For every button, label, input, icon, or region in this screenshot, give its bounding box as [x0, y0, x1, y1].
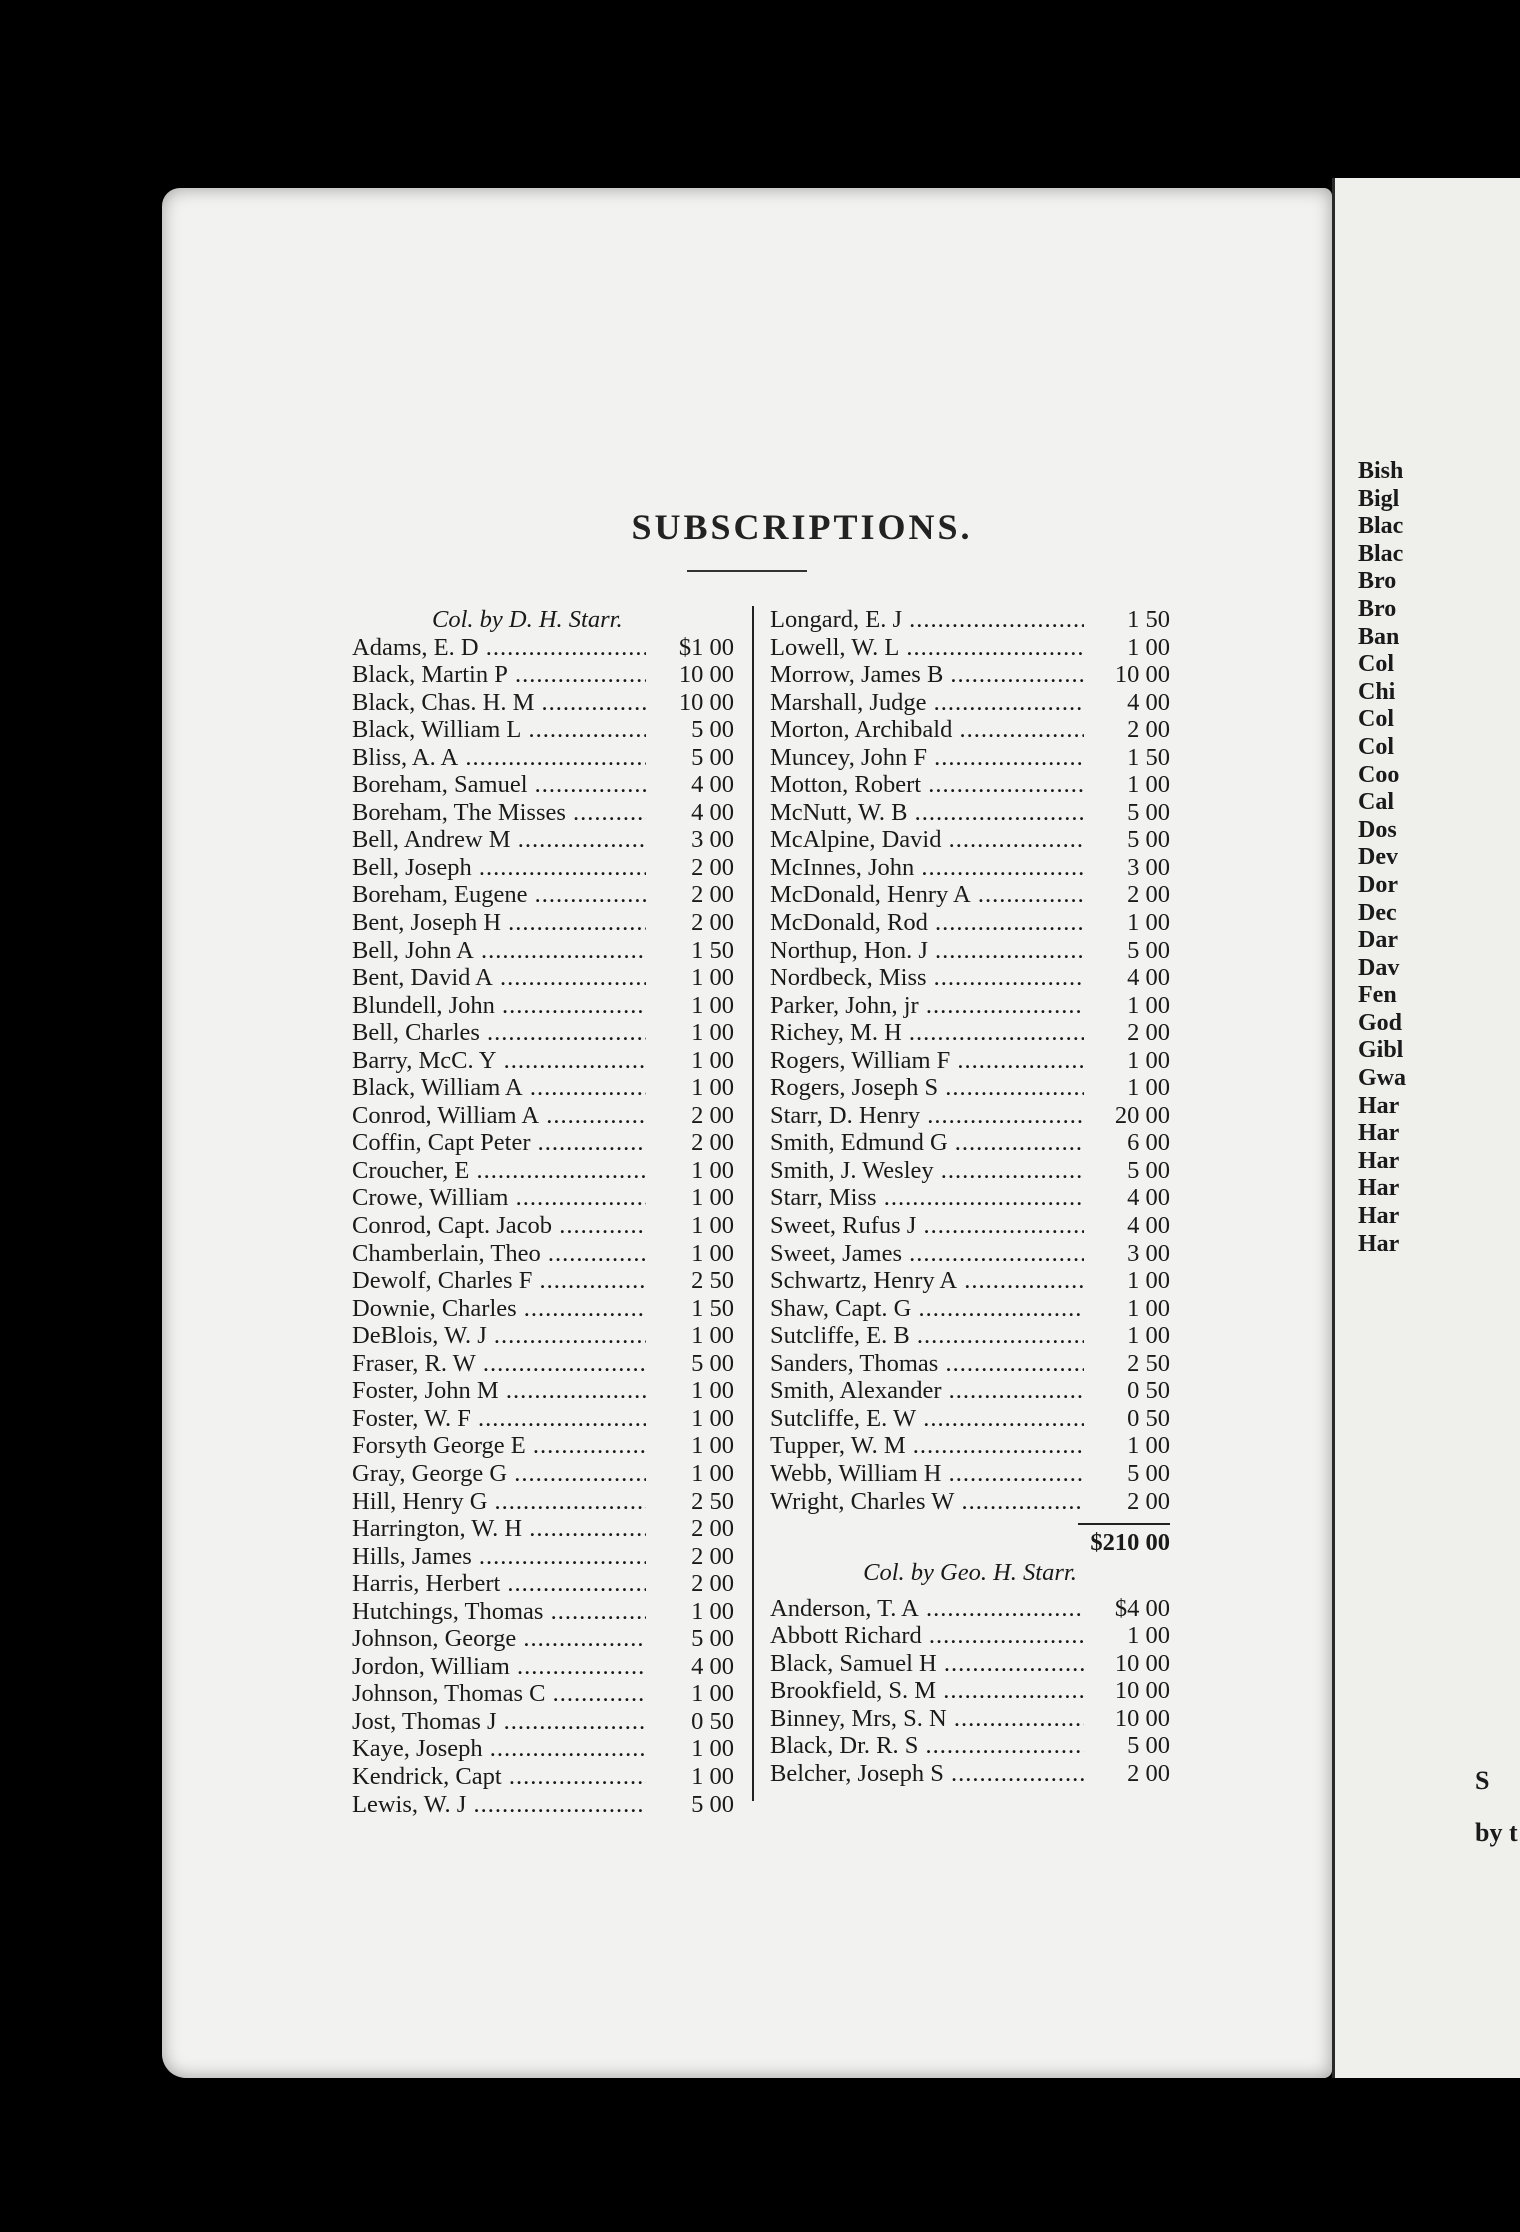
list-item [770, 1129, 1170, 1157]
list-item [352, 1074, 734, 1102]
subscriber-name: Adams, E. D ..... [352, 634, 646, 662]
subscriber-name: Tupper, W. M ..... [770, 1432, 1084, 1460]
list-item [770, 1432, 1170, 1460]
subscription-amount: 0 50 [1084, 1405, 1170, 1433]
subscriber-name: McDonald, Henry A ..... [770, 881, 1084, 909]
list-item [352, 1543, 734, 1571]
subscriber-name: Muncey, John F ..... [770, 744, 1084, 772]
subscriber-name: Black, Dr. R. S ..... [770, 1732, 1084, 1760]
adjacent-fragment: Dav [1358, 954, 1400, 981]
subscription-amount: 6 00 [1084, 1129, 1170, 1157]
subscriber-name: McInnes, John ..... [770, 854, 1084, 882]
list-item [770, 771, 1170, 799]
list-item [770, 1650, 1170, 1678]
adjacent-fragment: Fen [1358, 982, 1397, 1009]
adjacent-page [1332, 178, 1520, 2078]
subscription-amount: 2 00 [646, 881, 734, 909]
list-item [352, 854, 734, 882]
list-item [770, 744, 1170, 772]
subscriber-name: Bell, Andrew M ..... [352, 826, 646, 854]
list-item [352, 1157, 734, 1185]
list-item [352, 744, 734, 772]
subscriber-name: Foster, John M ..... [352, 1377, 646, 1405]
subscriber-name: McDonald, Rod ..... [770, 909, 1084, 937]
subscription-amount: 3 00 [1084, 854, 1170, 882]
list-item [770, 689, 1170, 717]
adjacent-fragment: Col [1358, 733, 1394, 760]
document-page [162, 188, 1332, 2078]
subscriber-name: Bent, David A ..... [352, 964, 646, 992]
list-item [352, 1212, 734, 1240]
subscriber-name: Starr, Miss ..... [770, 1184, 1084, 1212]
subscription-amount: 1 00 [1084, 1295, 1170, 1323]
list-item [352, 1653, 734, 1681]
list-item [770, 1184, 1170, 1212]
subscriber-name: Kendrick, Capt ..... [352, 1763, 646, 1791]
adjacent-fragment: Chi [1358, 678, 1396, 705]
subscriber-name: Bent, Joseph H ..... [352, 909, 646, 937]
subscription-amount: 4 00 [1084, 1184, 1170, 1212]
left-column [352, 606, 734, 1818]
subscription-amount: 1 00 [646, 1157, 734, 1185]
subscriber-name: Kaye, Joseph ..... [352, 1735, 646, 1763]
list-item [770, 716, 1170, 744]
adjacent-fragment: Bro [1358, 595, 1397, 622]
subscriber-name: Hill, Henry G ..... [352, 1488, 646, 1516]
adjacent-fragment: Bish [1358, 458, 1404, 484]
adjacent-fragment: Har [1358, 1230, 1400, 1257]
subscriber-name: Hills, James ..... [352, 1543, 646, 1571]
subscriber-name: Motton, Robert ..... [770, 771, 1084, 799]
subscriber-name: Longard, E. J ..... [770, 606, 1084, 634]
subscriber-name: Sweet, Rufus J ..... [770, 1212, 1084, 1240]
subscription-amount: 1 00 [646, 964, 734, 992]
list-item [352, 1405, 734, 1433]
adjacent-bottom-1: S [1475, 1766, 1490, 1795]
list-item [352, 1350, 734, 1378]
subscriber-name: McAlpine, David ..... [770, 826, 1084, 854]
total-row [770, 1529, 1170, 1559]
subscriber-name: Johnson, George ..... [352, 1625, 646, 1653]
adjacent-bottom-2: by t [1475, 1818, 1518, 1847]
list-item [352, 689, 734, 717]
subscription-amount: 2 50 [646, 1488, 734, 1516]
subscriber-name: Abbott Richard ..... [770, 1622, 1084, 1650]
subscriber-name: Forsyth George E ..... [352, 1432, 646, 1460]
list-item [770, 1267, 1170, 1295]
subscriber-name: Lowell, W. L ..... [770, 634, 1084, 662]
subscription-amount: 4 00 [1084, 689, 1170, 717]
list-item [352, 1129, 734, 1157]
list-item [352, 1377, 734, 1405]
list-item [770, 854, 1170, 882]
subscriber-name: Barry, McC. Y ..... [352, 1047, 646, 1075]
subscriber-name: Wright, Charles W ..... [770, 1488, 1084, 1516]
list-item [352, 1791, 734, 1819]
subscription-amount: 10 00 [1084, 1650, 1170, 1678]
subscription-amount: 1 50 [1084, 606, 1170, 634]
subscriber-name: Gray, George G ..... [352, 1460, 646, 1488]
subscriber-name: Jost, Thomas J ..... [352, 1708, 646, 1736]
adjacent-fragment: Gibl [1358, 1037, 1404, 1064]
adjacent-fragment: Ban [1358, 623, 1400, 650]
subscription-amount: 10 00 [1084, 1705, 1170, 1733]
subscriber-name: McNutt, W. B ..... [770, 799, 1084, 827]
list-item [770, 1732, 1170, 1760]
subscriber-name: Rogers, William F ..... [770, 1047, 1084, 1075]
subscription-amount: 5 00 [646, 716, 734, 744]
adjacent-fragment: Har [1358, 1175, 1400, 1202]
second-entries [770, 1595, 1170, 1788]
list-item [770, 634, 1170, 662]
adjacent-fragment: Blac [1358, 513, 1404, 540]
subscriber-name: Dewolf, Charles F ..... [352, 1267, 646, 1295]
subscriber-name: Morton, Archibald ..... [770, 716, 1084, 744]
subscription-amount: 10 00 [1084, 1677, 1170, 1705]
subscription-amount: 3 00 [1084, 1240, 1170, 1268]
list-item [770, 826, 1170, 854]
subscription-amount: 1 00 [646, 1735, 734, 1763]
list-item [770, 1622, 1170, 1650]
list-item [770, 1240, 1170, 1268]
subscriber-name: Sutcliffe, E. W ..... [770, 1405, 1084, 1433]
right-column [770, 606, 1170, 1787]
subscriber-name: Fraser, R. W ..... [352, 1350, 646, 1378]
list-item [770, 1102, 1170, 1130]
list-item [352, 1488, 734, 1516]
subscription-amount: 5 00 [646, 1625, 734, 1653]
subscription-amount: 5 00 [646, 744, 734, 772]
adjacent-fragment: Dec [1358, 899, 1397, 926]
list-item [352, 964, 734, 992]
subscription-amount: 2 50 [646, 1267, 734, 1295]
subscription-amount: 2 00 [1084, 1488, 1170, 1516]
subscription-amount: 1 00 [1084, 1322, 1170, 1350]
subscription-amount: 4 00 [646, 771, 734, 799]
right-column-entries [770, 606, 1170, 1515]
subscriber-name: Rogers, Joseph S ..... [770, 1074, 1084, 1102]
subscription-amount: 0 50 [1084, 1377, 1170, 1405]
subscriber-name: Conrod, William A ..... [352, 1102, 646, 1130]
subscriber-name: Smith, J. Wesley ..... [770, 1157, 1084, 1185]
subscription-amount: 2 00 [646, 854, 734, 882]
list-item [352, 1019, 734, 1047]
subscriber-name: Chamberlain, Theo ..... [352, 1240, 646, 1268]
subscription-amount: 2 00 [646, 1102, 734, 1130]
subscription-amount: 2 50 [1084, 1350, 1170, 1378]
subscription-amount: 2 00 [1084, 881, 1170, 909]
subscriber-name: Marshall, Judge ..... [770, 689, 1084, 717]
list-item [770, 909, 1170, 937]
subscriber-name: Black, William L ..... [352, 716, 646, 744]
list-item [352, 826, 734, 854]
subscriber-name: Hutchings, Thomas ..... [352, 1598, 646, 1626]
subscriber-name: Bliss, A. A ..... [352, 744, 646, 772]
list-item [352, 1515, 734, 1543]
subscriber-name: Starr, D. Henry ..... [770, 1102, 1084, 1130]
subscriber-name: Webb, William H ..... [770, 1460, 1084, 1488]
subscription-amount: 10 00 [1084, 661, 1170, 689]
subscription-amount: 4 00 [1084, 964, 1170, 992]
total-amount: $210 00 [1090, 1529, 1170, 1557]
adjacent-fragment: Bro [1358, 568, 1397, 595]
subscriber-name: Black, William A ..... [352, 1074, 646, 1102]
list-item [770, 1405, 1170, 1433]
list-item [770, 1019, 1170, 1047]
subscription-amount: 2 00 [1084, 1760, 1170, 1788]
subscription-amount: 1 00 [646, 1019, 734, 1047]
total-rule [770, 1515, 1170, 1529]
list-item [352, 1735, 734, 1763]
subscriber-name: Crowe, William ..... [352, 1184, 646, 1212]
list-item [770, 661, 1170, 689]
subscriber-name: Shaw, Capt. G ..... [770, 1295, 1084, 1323]
list-item [352, 1295, 734, 1323]
adjacent-fragment: Har [1358, 1203, 1400, 1230]
list-item [770, 1074, 1170, 1102]
list-item [770, 937, 1170, 965]
subscription-amount: 1 00 [1084, 992, 1170, 1020]
subscriber-name: Harrington, W. H ..... [352, 1515, 646, 1543]
list-item [352, 1763, 734, 1791]
list-item [770, 1212, 1170, 1240]
list-item [352, 1680, 734, 1708]
subscriber-name: Morrow, James B ..... [770, 661, 1084, 689]
adjacent-fragment: God [1358, 1009, 1403, 1036]
subscription-amount: 1 00 [1084, 1267, 1170, 1295]
subscription-amount: 10 00 [646, 689, 734, 717]
subscriber-name: Bell, Joseph ..... [352, 854, 646, 882]
subscription-amount: 1 00 [646, 1212, 734, 1240]
list-item [770, 964, 1170, 992]
title-rule [687, 570, 807, 572]
subscription-amount: 4 00 [1084, 1212, 1170, 1240]
subscriber-name: Conrod, Capt. Jacob ..... [352, 1212, 646, 1240]
subscription-amount: 5 00 [1084, 937, 1170, 965]
list-item [352, 1267, 734, 1295]
subscriber-name: Brookfield, S. M ..... [770, 1677, 1084, 1705]
adjacent-page-fragments [1332, 458, 1406, 1258]
list-item [352, 1625, 734, 1653]
subscriber-name: Bell, Charles ..... [352, 1019, 646, 1047]
subscriber-name: Sanders, Thomas ..... [770, 1350, 1084, 1378]
list-item [352, 881, 734, 909]
subscription-amount: 1 00 [1084, 1622, 1170, 1650]
subscription-amount: 5 00 [646, 1350, 734, 1378]
subscription-amount: 1 00 [646, 1460, 734, 1488]
subscriber-name: DeBlois, W. J ..... [352, 1322, 646, 1350]
subscription-amount: 5 00 [1084, 1157, 1170, 1185]
list-item [352, 937, 734, 965]
subscription-amount: 1 50 [646, 937, 734, 965]
subscriber-name: Black, Samuel H ..... [770, 1650, 1084, 1678]
adjacent-fragment: Col [1358, 651, 1394, 678]
subscription-amount: 2 00 [646, 1129, 734, 1157]
adjacent-fragment: Har [1358, 1092, 1400, 1119]
list-item [770, 799, 1170, 827]
subscriber-name: Boreham, The Misses ..... [352, 799, 646, 827]
subscription-amount: 1 00 [646, 1377, 734, 1405]
subscriber-name: Nordbeck, Miss ..... [770, 964, 1084, 992]
subscription-amount: 1 00 [646, 1405, 734, 1433]
subscription-amount: 1 50 [1084, 744, 1170, 772]
subscriber-name: Harris, Herbert ..... [352, 1570, 646, 1598]
subscriber-name: Coffin, Capt Peter ..... [352, 1129, 646, 1157]
subscriber-name: Boreham, Samuel ..... [352, 771, 646, 799]
list-item [770, 992, 1170, 1020]
subscription-amount: 1 50 [646, 1295, 734, 1323]
subscription-amount: 5 00 [1084, 826, 1170, 854]
subscriber-name: Smith, Alexander ..... [770, 1377, 1084, 1405]
subscriber-name: Belcher, Joseph S ..... [770, 1760, 1084, 1788]
subscription-amount: 1 00 [1084, 771, 1170, 799]
subscription-amount: 1 00 [646, 1432, 734, 1460]
list-item [770, 1595, 1170, 1623]
subscription-amount: 1 00 [1084, 1432, 1170, 1460]
list-item [352, 1322, 734, 1350]
list-item [352, 661, 734, 689]
list-item [770, 1488, 1170, 1516]
list-item [770, 1322, 1170, 1350]
subscription-amount: 1 00 [646, 1074, 734, 1102]
list-item [770, 1460, 1170, 1488]
list-item [770, 1047, 1170, 1075]
subscription-amount: 1 00 [1084, 1047, 1170, 1075]
subscription-amount: 1 00 [1084, 634, 1170, 662]
subscription-amount: 1 00 [1084, 909, 1170, 937]
subscription-amount: 2 00 [1084, 1019, 1170, 1047]
adjacent-fragment: Dos [1358, 816, 1397, 843]
adjacent-fragment: Dev [1358, 844, 1398, 871]
adjacent-fragment: Gwa [1358, 1065, 1406, 1092]
subscription-amount: 2 00 [646, 1515, 734, 1543]
adjacent-fragment: Blac [1358, 540, 1404, 567]
list-item [352, 1102, 734, 1130]
adjacent-fragment: Har [1358, 1120, 1400, 1147]
subscriber-name: Anderson, T. A ..... [770, 1595, 1084, 1623]
list-item [770, 1377, 1170, 1405]
subscriber-name: Richey, M. H ..... [770, 1019, 1084, 1047]
list-item [770, 1705, 1170, 1733]
list-item [352, 634, 734, 662]
subscription-amount: 10 00 [646, 661, 734, 689]
subscription-amount: 2 00 [646, 1570, 734, 1598]
subscription-amount: 20 00 [1084, 1102, 1170, 1130]
subscription-amount: $4 00 [1084, 1595, 1170, 1623]
subscription-amount: 5 00 [1084, 1732, 1170, 1760]
subscription-amount: 2 00 [646, 1543, 734, 1571]
subscriber-name: Johnson, Thomas C ..... [352, 1680, 646, 1708]
subscription-amount: 5 00 [1084, 799, 1170, 827]
list-item [352, 1460, 734, 1488]
subscription-amount: 0 50 [646, 1708, 734, 1736]
list-item [770, 1760, 1170, 1788]
subscription-amount: 3 00 [646, 826, 734, 854]
list-item [352, 1432, 734, 1460]
subscriber-name: Black, Martin P ..... [352, 661, 646, 689]
subscriber-name: Binney, Mrs, S. N ..... [770, 1705, 1084, 1733]
list-item [352, 1184, 734, 1212]
subscription-amount: 1 00 [646, 1763, 734, 1791]
list-item [770, 606, 1170, 634]
subscriber-name: Jordon, William ..... [352, 1653, 646, 1681]
subscription-amount: 1 00 [646, 992, 734, 1020]
subscription-amount: 1 00 [646, 1047, 734, 1075]
list-item [770, 1157, 1170, 1185]
subscriber-name: Sweet, James ..... [770, 1240, 1084, 1268]
subscription-amount: 1 00 [646, 1680, 734, 1708]
list-item [352, 1708, 734, 1736]
adjacent-fragment: Bigl [1358, 485, 1400, 512]
subscriber-name: Blundell, John ..... [352, 992, 646, 1020]
list-item [352, 1598, 734, 1626]
adjacent-fragment: Har [1358, 1147, 1400, 1174]
list-item [770, 1295, 1170, 1323]
adjacent-fragment: Dor [1358, 871, 1398, 898]
list-item [352, 799, 734, 827]
list-item [352, 716, 734, 744]
adjacent-fragment: Dar [1358, 927, 1398, 954]
subscription-amount: 1 00 [646, 1184, 734, 1212]
subscriber-name: Bell, John A ..... [352, 937, 646, 965]
list-item [770, 1350, 1170, 1378]
adjacent-fragment: Coo [1358, 761, 1400, 788]
adjacent-fragment: Cal [1358, 789, 1394, 816]
subscription-amount: 1 00 [646, 1322, 734, 1350]
subscriber-name: Sutcliffe, E. B ..... [770, 1322, 1084, 1350]
subscriber-name: Foster, W. F ..... [352, 1405, 646, 1433]
subscription-amount: 1 00 [646, 1598, 734, 1626]
left-column-header: Col. by D. H. Starr. [432, 606, 623, 633]
subscriber-name: Schwartz, Henry A ..... [770, 1267, 1084, 1295]
list-item [352, 771, 734, 799]
subscription-amount: 5 00 [1084, 1460, 1170, 1488]
subscriber-name: Downie, Charles ..... [352, 1295, 646, 1323]
subscriber-name: Boreham, Eugene ..... [352, 881, 646, 909]
list-item [352, 992, 734, 1020]
page-title: SUBSCRIPTIONS. [631, 507, 973, 547]
list-item [770, 1677, 1170, 1705]
column-divider [752, 606, 754, 1801]
subscription-amount: 1 00 [646, 1240, 734, 1268]
subscriber-name: Black, Chas. H. M ..... [352, 689, 646, 717]
subscription-amount: 2 00 [646, 909, 734, 937]
subscription-amount: $1 00 [646, 634, 734, 662]
subscriber-name: Croucher, E ..... [352, 1157, 646, 1185]
subscription-amount: 5 00 [646, 1791, 734, 1819]
list-item [352, 1240, 734, 1268]
subscriber-name: Smith, Edmund G ..... [770, 1129, 1084, 1157]
subscriber-name: Lewis, W. J ..... [352, 1791, 646, 1819]
list-item [352, 909, 734, 937]
subscription-amount: 2 00 [1084, 716, 1170, 744]
subscription-amount: 4 00 [646, 799, 734, 827]
subscriber-name: Northup, Hon. J ..... [770, 937, 1084, 965]
list-item [770, 881, 1170, 909]
list-item [352, 1047, 734, 1075]
subscription-amount: 4 00 [646, 1653, 734, 1681]
list-item [352, 1570, 734, 1598]
adjacent-fragment: Col [1358, 706, 1394, 733]
second-column-header: Col. by Geo. H. Starr. [863, 1559, 1077, 1587]
subscriber-name: Parker, John, jr ..... [770, 992, 1084, 1020]
subscription-amount: 1 00 [1084, 1074, 1170, 1102]
